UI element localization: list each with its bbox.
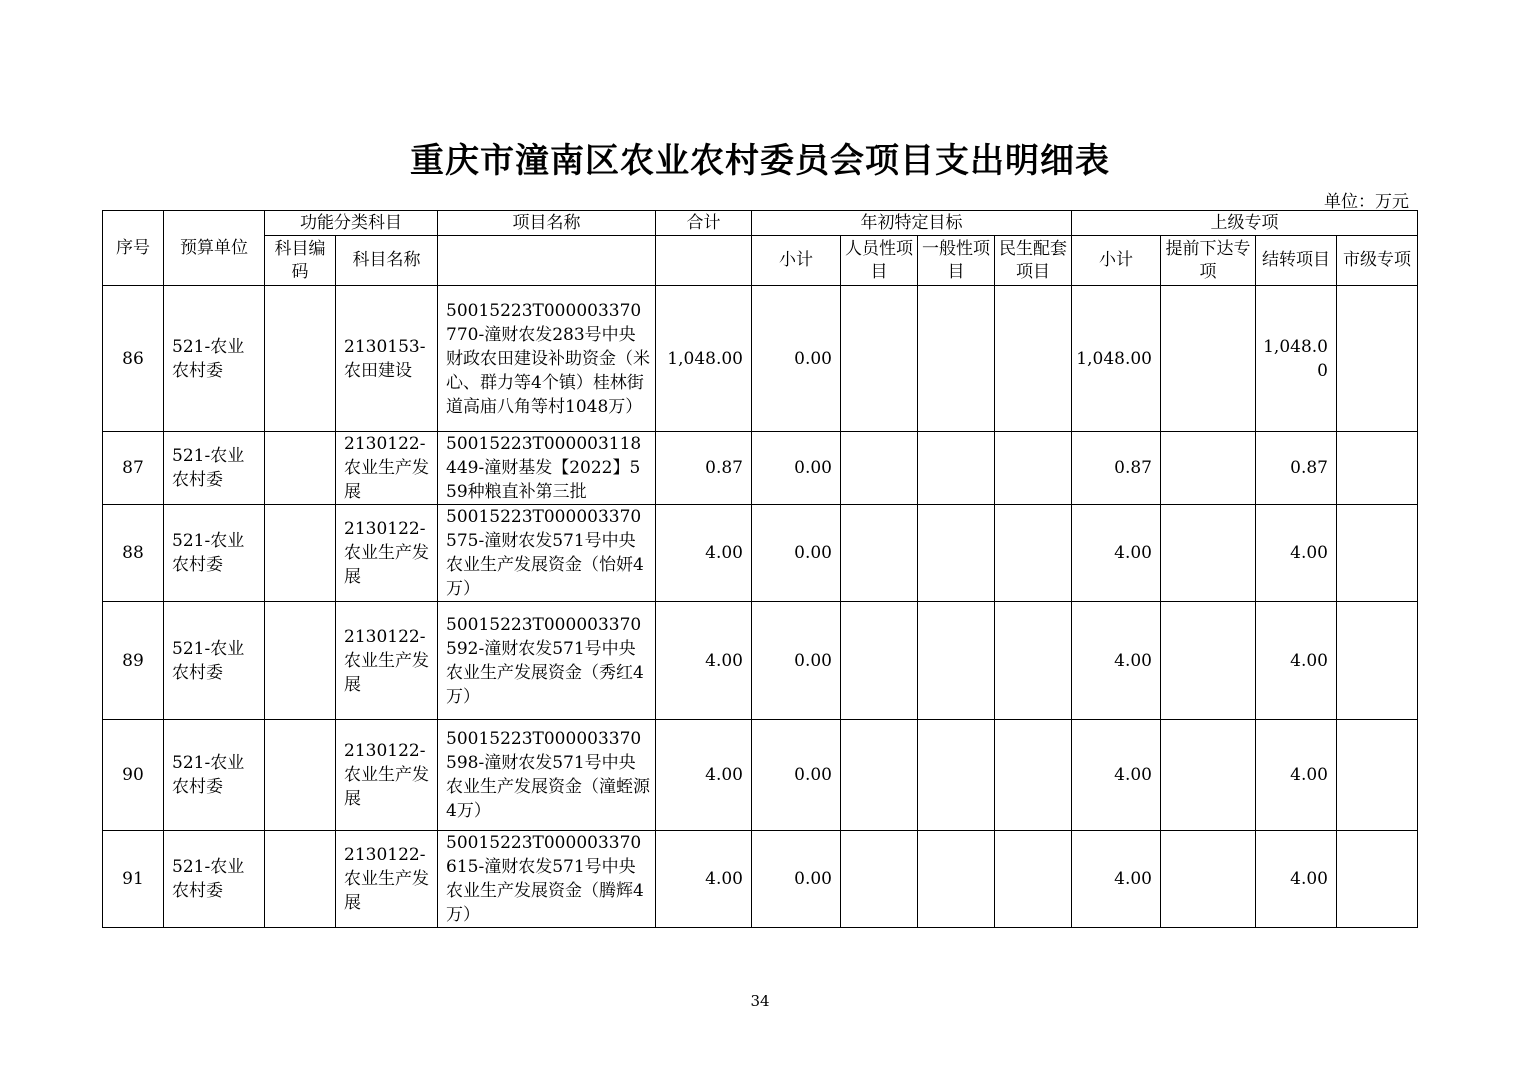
- cell-seq: 88: [103, 505, 164, 602]
- cell-livelihood: [995, 505, 1072, 602]
- cell-budget-unit: 521-农业农村委: [164, 505, 265, 602]
- cell-project-name: 50015223T000003370770-潼财农发283号中央财政农田建设补助资金（米心、群力等4个镇）桂林街道高庙八角等村1048万）: [438, 286, 656, 432]
- table-row: [103, 432, 1418, 505]
- cell-total: 4.00: [656, 505, 752, 602]
- header-project-name: 项目名称: [438, 211, 656, 236]
- header-subject-name: 科目名称: [336, 236, 438, 286]
- cell-budget-unit: 521-农业农村委: [164, 286, 265, 432]
- cell-advance: [1161, 505, 1256, 602]
- cell-subject-code: [265, 602, 336, 720]
- cell-personnel: [841, 286, 918, 432]
- cell-seq: 86: [103, 286, 164, 432]
- cell-seq: 90: [103, 720, 164, 831]
- cell-seq: 87: [103, 432, 164, 505]
- header-general: 一般性项目: [918, 236, 995, 286]
- cell-city: [1337, 602, 1418, 720]
- cell-personnel: [841, 831, 918, 928]
- cell-seq: 89: [103, 602, 164, 720]
- table-row: [103, 602, 1418, 720]
- table-row: [103, 720, 1418, 831]
- cell-livelihood: [995, 720, 1072, 831]
- header-function-class: 功能分类科目: [265, 211, 438, 236]
- cell-project-name: 50015223T000003370592-潼财农发571号中央农业生产发展资金（秀红4万）: [438, 602, 656, 720]
- cell-general: [918, 286, 995, 432]
- cell-carryover: 4.00: [1256, 831, 1337, 928]
- cell-total: 0.87: [656, 432, 752, 505]
- cell-total: 4.00: [656, 831, 752, 928]
- cell-city: [1337, 286, 1418, 432]
- cell-livelihood: [995, 432, 1072, 505]
- cell-general: [918, 720, 995, 831]
- cell-superior-subtotal: 1,048.00: [1072, 286, 1161, 432]
- cell-subject-code: [265, 720, 336, 831]
- cell-personnel: [841, 432, 918, 505]
- cell-project-name: 50015223T000003370615-潼财农发571号中央农业生产发展资金（腾辉4万）: [438, 831, 656, 928]
- header-total-blank: [656, 236, 752, 286]
- cell-carryover: 0.87: [1256, 432, 1337, 505]
- table-row: [103, 505, 1418, 602]
- cell-total: 1,048.00: [656, 286, 752, 432]
- header-livelihood: 民生配套项目: [995, 236, 1072, 286]
- cell-target-subtotal: 0.00: [752, 831, 841, 928]
- header-annual-target: 年初特定目标: [752, 211, 1072, 236]
- cell-target-subtotal: 0.00: [752, 505, 841, 602]
- header-target-subtotal: 小计: [752, 236, 841, 286]
- header-superior-special: 上级专项: [1072, 211, 1418, 236]
- header-city: 市级专项: [1337, 236, 1418, 286]
- cell-project-name: 50015223T000003118449-潼财基发【2022】559种粮直补第三批: [438, 432, 656, 505]
- cell-subject-name: 2130122-农业生产发展: [336, 720, 438, 831]
- cell-subject-code: [265, 831, 336, 928]
- cell-superior-subtotal: 4.00: [1072, 602, 1161, 720]
- cell-superior-subtotal: 4.00: [1072, 720, 1161, 831]
- cell-city: [1337, 505, 1418, 602]
- cell-subject-name: 2130122-农业生产发展: [336, 602, 438, 720]
- cell-target-subtotal: 0.00: [752, 432, 841, 505]
- cell-advance: [1161, 432, 1256, 505]
- cell-livelihood: [995, 831, 1072, 928]
- cell-total: 4.00: [656, 602, 752, 720]
- cell-carryover: 4.00: [1256, 505, 1337, 602]
- cell-budget-unit: 521-农业农村委: [164, 831, 265, 928]
- cell-subject-name: 2130122-农业生产发展: [336, 432, 438, 505]
- cell-personnel: [841, 505, 918, 602]
- header-superior-subtotal: 小计: [1072, 236, 1161, 286]
- cell-advance: [1161, 831, 1256, 928]
- table-header: [103, 211, 1418, 286]
- header-advance: 提前下达专项: [1161, 236, 1256, 286]
- cell-general: [918, 432, 995, 505]
- cell-general: [918, 831, 995, 928]
- cell-city: [1337, 831, 1418, 928]
- header-total: 合计: [656, 211, 752, 236]
- cell-city: [1337, 720, 1418, 831]
- cell-target-subtotal: 0.00: [752, 720, 841, 831]
- cell-carryover: 1,048.00: [1256, 286, 1337, 432]
- cell-subject-code: [265, 505, 336, 602]
- header-seq: 序号: [103, 211, 164, 286]
- header-project-name-blank: [438, 236, 656, 286]
- table-body: [103, 286, 1418, 928]
- header-personnel: 人员性项目: [841, 236, 918, 286]
- cell-seq: 91: [103, 831, 164, 928]
- page-title: 重庆市潼南区农业农村委员会项目支出明细表: [410, 141, 1110, 181]
- page-number: 34: [750, 992, 770, 1010]
- cell-budget-unit: 521-农业农村委: [164, 602, 265, 720]
- cell-advance: [1161, 602, 1256, 720]
- cell-carryover: 4.00: [1256, 720, 1337, 831]
- header-carryover: 结转项目: [1256, 236, 1337, 286]
- cell-city: [1337, 432, 1418, 505]
- cell-target-subtotal: 0.00: [752, 286, 841, 432]
- cell-carryover: 4.00: [1256, 602, 1337, 720]
- cell-project-name: 50015223T000003370598-潼财农发571号中央农业生产发展资金（潼蛭源4万）: [438, 720, 656, 831]
- cell-subject-name: 2130122-农业生产发展: [336, 505, 438, 602]
- unit-label: 单位：万元: [1324, 192, 1409, 212]
- cell-project-name: 50015223T000003370575-潼财农发571号中央农业生产发展资金（怡妍4万）: [438, 505, 656, 602]
- cell-subject-code: [265, 432, 336, 505]
- cell-target-subtotal: 0.00: [752, 602, 841, 720]
- cell-advance: [1161, 286, 1256, 432]
- cell-budget-unit: 521-农业农村委: [164, 720, 265, 831]
- cell-general: [918, 505, 995, 602]
- expenditure-table: [102, 210, 1418, 928]
- table-row: [103, 286, 1418, 432]
- cell-advance: [1161, 720, 1256, 831]
- cell-subject-code: [265, 286, 336, 432]
- cell-personnel: [841, 602, 918, 720]
- header-budget-unit: 预算单位: [164, 211, 265, 286]
- cell-superior-subtotal: 0.87: [1072, 432, 1161, 505]
- table-row: [103, 831, 1418, 928]
- cell-subject-name: 2130153-农田建设: [336, 286, 438, 432]
- cell-subject-name: 2130122-农业生产发展: [336, 831, 438, 928]
- cell-livelihood: [995, 286, 1072, 432]
- cell-general: [918, 602, 995, 720]
- cell-superior-subtotal: 4.00: [1072, 831, 1161, 928]
- cell-total: 4.00: [656, 720, 752, 831]
- cell-personnel: [841, 720, 918, 831]
- cell-livelihood: [995, 602, 1072, 720]
- cell-budget-unit: 521-农业农村委: [164, 432, 265, 505]
- cell-superior-subtotal: 4.00: [1072, 505, 1161, 602]
- header-subject-code: 科目编码: [265, 236, 336, 286]
